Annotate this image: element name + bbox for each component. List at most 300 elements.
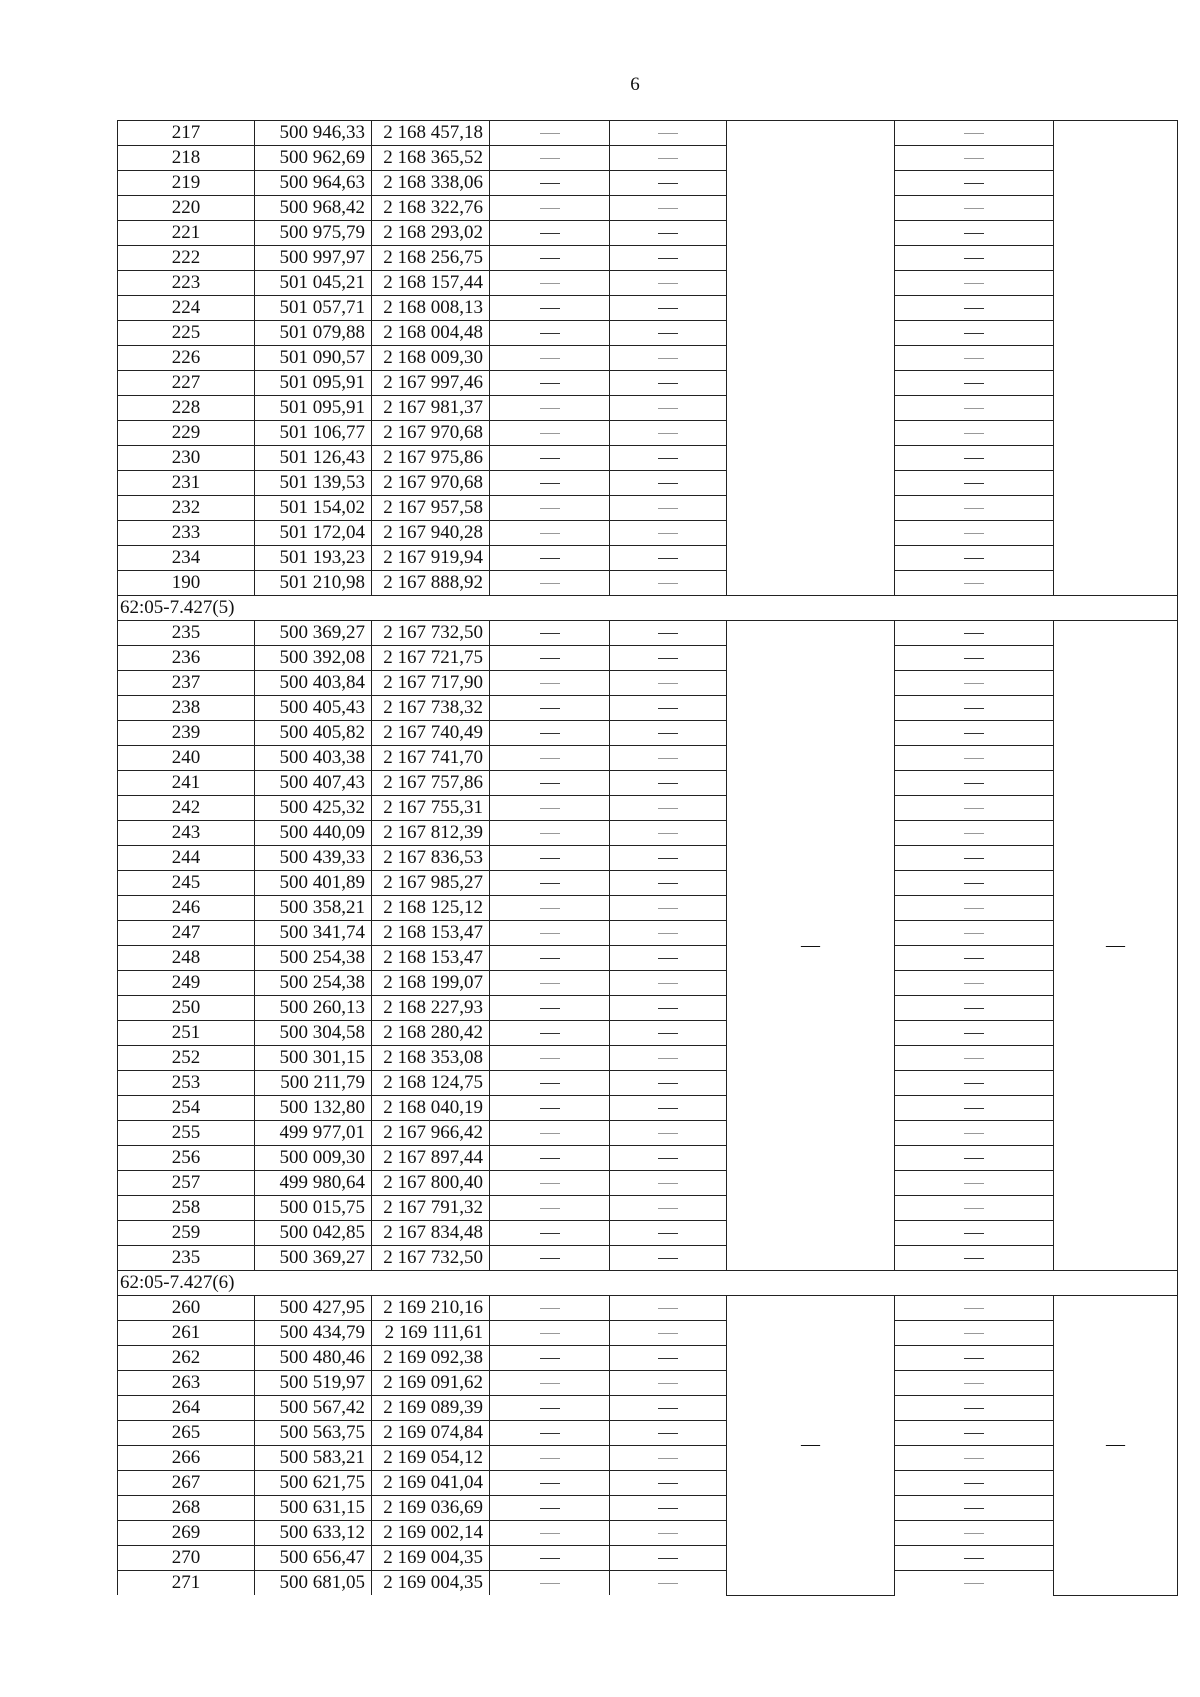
dash-cell: [895, 146, 1054, 171]
dash-cell: [610, 196, 727, 221]
table-row: [118, 1321, 1178, 1346]
dash-cell: [895, 396, 1054, 421]
dash-cell: [895, 1546, 1054, 1571]
dash-cell: [895, 571, 1054, 596]
dash-cell: [610, 671, 727, 696]
dash-mark: [540, 283, 560, 284]
coordinate-x: 500 946,33: [255, 121, 372, 146]
table-row: [118, 1046, 1178, 1071]
dash-mark: [540, 233, 560, 234]
point-number: 268: [118, 1496, 255, 1521]
dash-cell: [490, 1496, 610, 1521]
table-row: [118, 1146, 1178, 1171]
dash-mark: [658, 1208, 678, 1209]
dash-mark: [540, 658, 560, 659]
section-header-row: [118, 596, 1178, 621]
dash-cell: [610, 546, 727, 571]
coordinate-x: 500 519,97: [255, 1371, 372, 1396]
dash-cell: [895, 521, 1054, 546]
dash-mark: [658, 1408, 678, 1409]
dash-cell: [895, 171, 1054, 196]
point-number: 255: [118, 1121, 255, 1146]
dash-cell: [490, 121, 610, 146]
dash-mark: [540, 183, 560, 184]
dash-mark: [658, 758, 678, 759]
coordinate-x: 500 015,75: [255, 1196, 372, 1221]
dash-cell: [895, 1446, 1054, 1471]
dash-cell: [895, 1246, 1054, 1271]
dash-cell: [610, 1371, 727, 1396]
dash-mark: [540, 258, 560, 259]
table-row: [118, 771, 1178, 796]
table-row: [118, 1546, 1178, 1571]
point-number: 230: [118, 446, 255, 471]
coordinate-y: 2 167 897,44: [372, 1146, 490, 1171]
dash-cell: [610, 571, 727, 596]
table-row: [118, 646, 1178, 671]
point-number: 251: [118, 1021, 255, 1046]
dash-cell: [610, 746, 727, 771]
dash-mark: [964, 383, 984, 384]
coordinate-x: 500 656,47: [255, 1546, 372, 1571]
coordinate-y: 2 168 322,76: [372, 196, 490, 221]
coordinate-y: 2 169 089,39: [372, 1396, 490, 1421]
coordinate-y: 2 167 717,90: [372, 671, 490, 696]
dash-mark: [658, 708, 678, 709]
dash-cell: [610, 121, 727, 146]
table-row: [118, 896, 1178, 921]
dash-mark: [540, 1058, 560, 1059]
dash-mark: [658, 783, 678, 784]
dash-mark: [964, 1458, 984, 1459]
coordinate-x: 500 260,13: [255, 996, 372, 1021]
dash-cell: [490, 971, 610, 996]
coordinate-x: 500 405,82: [255, 721, 372, 746]
dash-mark: [658, 358, 678, 359]
dash-cell: [610, 1421, 727, 1446]
coordinate-y: 2 168 125,12: [372, 896, 490, 921]
dash-cell: [490, 271, 610, 296]
point-number: 227: [118, 371, 255, 396]
table-row: [118, 671, 1178, 696]
dash-mark: [540, 833, 560, 834]
coordinate-y: 2 168 338,06: [372, 171, 490, 196]
dash-cell: [895, 1021, 1054, 1046]
dash-mark: [540, 133, 560, 134]
dash-mark: [658, 1483, 678, 1484]
dash-cell: [490, 1321, 610, 1346]
table-row: [118, 921, 1178, 946]
table-row: [118, 721, 1178, 746]
dash-mark: [658, 1008, 678, 1009]
dash-mark: [540, 1083, 560, 1084]
dash-mark: [540, 1408, 560, 1409]
dash-cell: [610, 921, 727, 946]
coordinate-y: 2 167 985,27: [372, 871, 490, 896]
merged-cell-b: [1054, 121, 1178, 596]
coordinate-y: 2 169 111,61: [372, 1321, 490, 1346]
dash-mark: [658, 683, 678, 684]
coordinate-y: 2 167 812,39: [372, 821, 490, 846]
coordinate-y: 2 169 092,38: [372, 1346, 490, 1371]
dash-mark: [964, 1183, 984, 1184]
dash-cell: [610, 646, 727, 671]
dash-cell: [895, 796, 1054, 821]
coordinate-y: 2 167 975,86: [372, 446, 490, 471]
coordinate-y: 2 167 834,48: [372, 1221, 490, 1246]
point-number: 243: [118, 821, 255, 846]
coordinate-x: 501 106,77: [255, 421, 372, 446]
dash-cell: [490, 1421, 610, 1446]
coordinate-x: 501 154,02: [255, 496, 372, 521]
coordinate-x: 501 095,91: [255, 396, 372, 421]
dash-cell: [490, 446, 610, 471]
dash-mark: [540, 358, 560, 359]
coordinate-x: 501 045,21: [255, 271, 372, 296]
dash-cell: [490, 621, 610, 646]
dash-mark: [658, 833, 678, 834]
dash-mark: [658, 1458, 678, 1459]
table-row: [118, 196, 1178, 221]
dash-mark: [658, 233, 678, 234]
dash-mark: [658, 1383, 678, 1384]
coordinate-x: 501 090,57: [255, 346, 372, 371]
dash-mark: [964, 633, 984, 634]
dash-mark: [964, 758, 984, 759]
dash-mark: [540, 783, 560, 784]
coordinate-x: 500 964,63: [255, 171, 372, 196]
dash-mark: [540, 883, 560, 884]
dash-cell: [610, 1146, 727, 1171]
dash-mark: [540, 1508, 560, 1509]
dash-cell: [895, 246, 1054, 271]
dash-mark: [540, 683, 560, 684]
dash-mark: [540, 208, 560, 209]
dash-mark: [540, 908, 560, 909]
dash-mark: [658, 858, 678, 859]
point-number: 228: [118, 396, 255, 421]
dash-cell: [610, 1446, 727, 1471]
table-row: [118, 1571, 1178, 1596]
dash-mark: [540, 1158, 560, 1159]
point-number: 271: [118, 1571, 255, 1596]
dash-mark: [540, 933, 560, 934]
dash-cell: [490, 996, 610, 1021]
dash-mark: [964, 1558, 984, 1559]
point-number: 258: [118, 1196, 255, 1221]
dash-cell: [490, 371, 610, 396]
table-row: [118, 171, 1178, 196]
coordinate-y: 2 169 002,14: [372, 1521, 490, 1546]
point-number: 253: [118, 1071, 255, 1096]
dash-cell: [895, 446, 1054, 471]
dash-cell: [895, 1071, 1054, 1096]
point-number: 218: [118, 146, 255, 171]
coordinate-x: 500 369,27: [255, 621, 372, 646]
dash-mark: [964, 1008, 984, 1009]
dash-cell: [490, 396, 610, 421]
dash-cell: [895, 1296, 1054, 1321]
dash-mark: [964, 833, 984, 834]
dash-mark: [658, 1233, 678, 1234]
dash-cell: [610, 1246, 727, 1271]
dash-mark: [964, 1583, 984, 1584]
dash-mark: [964, 1258, 984, 1259]
coordinate-y: 2 167 721,75: [372, 646, 490, 671]
dash-cell: [490, 546, 610, 571]
dash-cell: [610, 471, 727, 496]
table-row: [118, 321, 1178, 346]
table-row: [118, 121, 1178, 146]
dash-mark: [658, 1583, 678, 1584]
table-row: [118, 1221, 1178, 1246]
table-row: [118, 421, 1178, 446]
dash-mark: [540, 1308, 560, 1309]
dash-cell: [895, 371, 1054, 396]
dash-mark: [964, 1408, 984, 1409]
dash-mark: [964, 458, 984, 459]
table-row: [118, 1246, 1178, 1271]
merged-cell-b: —: [1054, 1296, 1178, 1596]
merged-cell-a: —: [727, 621, 895, 1271]
dash-cell: [895, 971, 1054, 996]
dash-cell: [895, 1221, 1054, 1246]
coordinate-y: 2 167 970,68: [372, 471, 490, 496]
dash-cell: [895, 296, 1054, 321]
dash-cell: [895, 771, 1054, 796]
dash-cell: [490, 1521, 610, 1546]
dash-mark: [540, 1583, 560, 1584]
point-number: 239: [118, 721, 255, 746]
dash-cell: [490, 946, 610, 971]
dash-mark: [964, 408, 984, 409]
dash-cell: [610, 846, 727, 871]
dash-mark: [658, 1058, 678, 1059]
coordinate-y: 2 169 004,35: [372, 1546, 490, 1571]
dash-cell: [895, 1471, 1054, 1496]
dash-mark: [658, 433, 678, 434]
dash-cell: [610, 1546, 727, 1571]
dash-cell: [895, 921, 1054, 946]
dash-mark: [540, 1383, 560, 1384]
coordinate-x: 501 126,43: [255, 446, 372, 471]
coordinate-y: 2 167 732,50: [372, 621, 490, 646]
coordinate-x: 500 405,43: [255, 696, 372, 721]
dash-cell: [895, 1421, 1054, 1446]
table-row: [118, 1296, 1178, 1321]
table-row: [118, 271, 1178, 296]
coordinate-y: 2 168 280,42: [372, 1021, 490, 1046]
coordinate-x: 500 341,74: [255, 921, 372, 946]
table-row: [118, 1496, 1178, 1521]
point-number: 245: [118, 871, 255, 896]
coordinate-x: 500 403,38: [255, 746, 372, 771]
dash-mark: [540, 1458, 560, 1459]
dash-cell: [895, 671, 1054, 696]
table-row: [118, 496, 1178, 521]
table-row: [118, 971, 1178, 996]
dash-mark: [540, 1433, 560, 1434]
dash-cell: [490, 1021, 610, 1046]
dash-cell: [610, 796, 727, 821]
dash-cell: [895, 1371, 1054, 1396]
coordinate-x: 499 977,01: [255, 1121, 372, 1146]
coordinate-x: 500 369,27: [255, 1246, 372, 1271]
dash-mark: [658, 983, 678, 984]
dash-mark: [658, 1558, 678, 1559]
coordinate-x: 500 583,21: [255, 1446, 372, 1471]
dash-cell: [610, 1471, 727, 1496]
coordinate-x: 500 440,09: [255, 821, 372, 846]
coordinate-y: 2 167 732,50: [372, 1246, 490, 1271]
dash-cell: [490, 746, 610, 771]
table-row: [118, 1471, 1178, 1496]
dash-mark: [540, 1183, 560, 1184]
dash-cell: [490, 171, 610, 196]
dash-mark: [964, 1358, 984, 1359]
coordinate-y: 2 168 004,48: [372, 321, 490, 346]
point-number: 256: [118, 1146, 255, 1171]
point-number: 225: [118, 321, 255, 346]
dash-cell: [490, 1446, 610, 1471]
coordinate-y: 2 168 365,52: [372, 146, 490, 171]
point-number: 231: [118, 471, 255, 496]
dash-cell: [490, 1471, 610, 1496]
point-number: 246: [118, 896, 255, 921]
dash-mark: [540, 308, 560, 309]
merged-cell-a: [727, 121, 895, 596]
coordinate-y: 2 168 227,93: [372, 996, 490, 1021]
dash-mark: [540, 733, 560, 734]
coordinate-y: 2 167 957,58: [372, 496, 490, 521]
coordinate-x: 500 403,84: [255, 671, 372, 696]
dash-cell: [610, 871, 727, 896]
coordinate-x: 500 633,12: [255, 1521, 372, 1546]
coordinate-x: 499 980,64: [255, 1171, 372, 1196]
dash-mark: [540, 1008, 560, 1009]
dash-mark: [964, 233, 984, 234]
table-row: [118, 1421, 1178, 1446]
dash-mark: [540, 1358, 560, 1359]
dash-cell: [610, 821, 727, 846]
coordinate-y: 2 169 004,35: [372, 1571, 490, 1596]
dash-mark: [540, 158, 560, 159]
dash-cell: [610, 721, 727, 746]
coordinate-y: 2 168 199,07: [372, 971, 490, 996]
point-number: 240: [118, 746, 255, 771]
point-number: 222: [118, 246, 255, 271]
point-number: 264: [118, 1396, 255, 1421]
coordinate-x: 500 997,97: [255, 246, 372, 271]
dash-cell: [895, 871, 1054, 896]
dash-cell: [490, 1096, 610, 1121]
dash-mark: [540, 483, 560, 484]
dash-cell: [895, 196, 1054, 221]
dash-mark: [540, 708, 560, 709]
dash-cell: [490, 771, 610, 796]
dash-cell: [895, 946, 1054, 971]
dash-mark: [540, 1108, 560, 1109]
coordinate-y: 2 168 153,47: [372, 946, 490, 971]
dash-cell: [490, 471, 610, 496]
dash-mark: [964, 333, 984, 334]
dash-mark: [964, 258, 984, 259]
dash-mark: [964, 983, 984, 984]
dash-cell: [490, 521, 610, 546]
dash-mark: [540, 808, 560, 809]
dash-cell: [610, 296, 727, 321]
dash-mark: [540, 858, 560, 859]
dash-mark: [964, 583, 984, 584]
dash-mark: [658, 958, 678, 959]
table-row: [118, 871, 1178, 896]
coordinate-y: 2 167 970,68: [372, 421, 490, 446]
dash-mark: [658, 1333, 678, 1334]
dash-cell: [895, 996, 1054, 1021]
dash-mark: [540, 558, 560, 559]
table-row: [118, 1396, 1178, 1421]
dash-mark: [964, 783, 984, 784]
coordinate-x: 501 079,88: [255, 321, 372, 346]
table-row: [118, 246, 1178, 271]
dash-cell: [895, 1521, 1054, 1546]
coordinate-y: 2 169 091,62: [372, 1371, 490, 1396]
dash-cell: [610, 1121, 727, 1146]
coordinate-y: 2 167 738,32: [372, 696, 490, 721]
dash-cell: [895, 846, 1054, 871]
dash-mark: [964, 1208, 984, 1209]
point-number: 267: [118, 1471, 255, 1496]
coordinate-y: 2 168 153,47: [372, 921, 490, 946]
dash-cell: [895, 1146, 1054, 1171]
dash-cell: [490, 1396, 610, 1421]
dash-cell: [610, 1521, 727, 1546]
dash-mark: [964, 208, 984, 209]
coordinate-x: 500 407,43: [255, 771, 372, 796]
dash-mark: [540, 1233, 560, 1234]
coordinate-x: 500 304,58: [255, 1021, 372, 1046]
dash-cell: [895, 696, 1054, 721]
dash-cell: [610, 946, 727, 971]
dash-cell: [895, 471, 1054, 496]
dash-cell: [895, 1196, 1054, 1221]
dash-mark: [540, 433, 560, 434]
coordinate-y: 2 167 888,92: [372, 571, 490, 596]
coordinate-x: 500 392,08: [255, 646, 372, 671]
dash-mark: [964, 658, 984, 659]
point-number: 248: [118, 946, 255, 971]
dash-mark: [658, 558, 678, 559]
dash-cell: [610, 971, 727, 996]
dash-mark: [964, 158, 984, 159]
dash-mark: [540, 758, 560, 759]
table-row: [118, 796, 1178, 821]
coordinate-y: 2 167 966,42: [372, 1121, 490, 1146]
dash-cell: [490, 221, 610, 246]
point-number: 257: [118, 1171, 255, 1196]
dash-mark: [964, 933, 984, 934]
dash-cell: [895, 346, 1054, 371]
dash-mark: [540, 1258, 560, 1259]
coordinate-y: 2 169 210,16: [372, 1296, 490, 1321]
dash-mark: [540, 1333, 560, 1334]
dash-mark: [658, 408, 678, 409]
section-label: 62:05-7.427(5): [118, 596, 1178, 621]
coordinate-y: 2 169 054,12: [372, 1446, 490, 1471]
dash-cell: [490, 296, 610, 321]
dash-cell: [895, 321, 1054, 346]
table-row: [118, 396, 1178, 421]
